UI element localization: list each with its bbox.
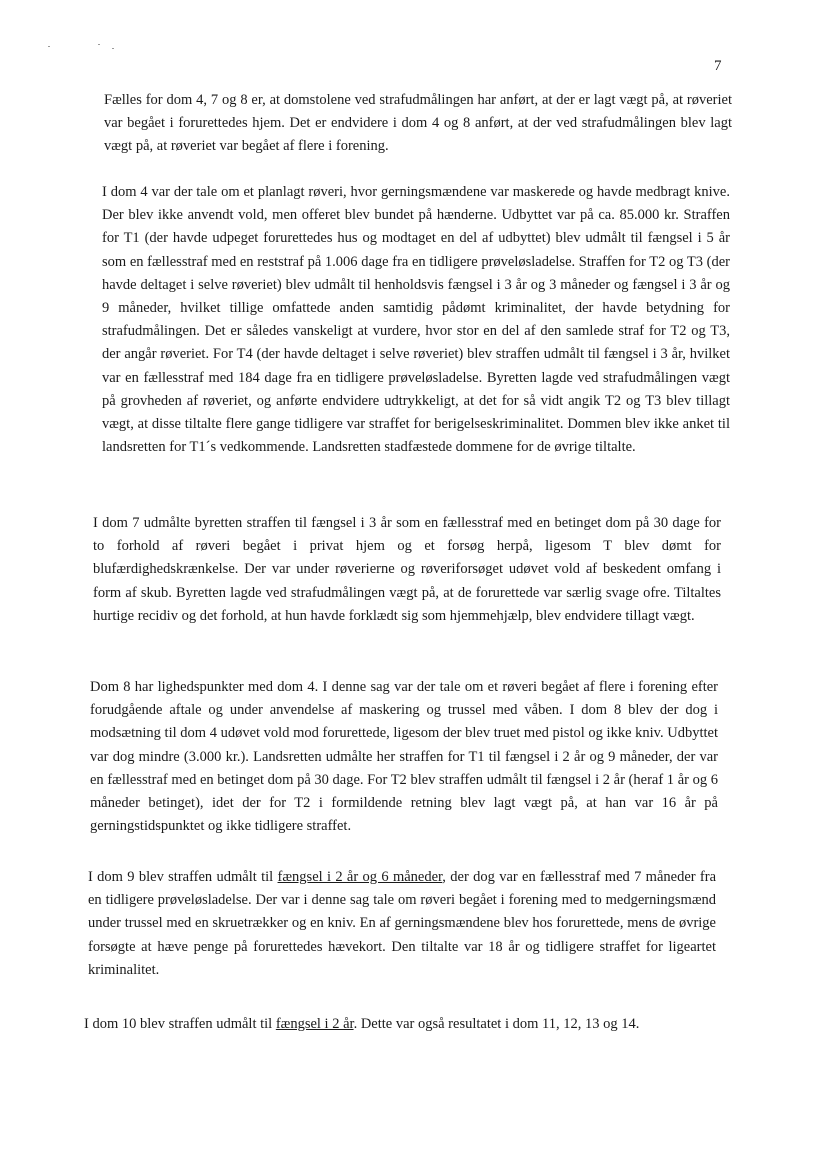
paragraph-dom-9-text-start: I dom 9 blev straffen udmålt til [88,869,278,885]
paragraph-dom-10-text-end: . Dette var også resultatet i dom 11, 12, 13 og 14. [353,1016,640,1032]
paragraph-dom-10-sentence-underlined: fængsel i 2 år [275,1016,354,1032]
paragraph-dom-8: Dom 8 har lighedspunkter med dom 4. I denne sag var der tale om et røveri begået af flere i forening efter forudgående aftale og under anvendelse af maskering og trussel med våben. I dom 8 blev der dog i modsætning til dom 4 udøvet vold mod forurettede, ligesom der blev truet med pistol og ikke kniv. Udbyttet var dog mindre (3.000 kr.). Landsretten udmålte her straffen for T1 til fængsel i 2 år og 9 måneder, der var en fællesstraf med en betinget dom på 30 dage. For T2 blev straffen udmålt til fængsel i 2 år (heraf 1 år og 6 måneder betinget), idet der for T2 i formildende retning blev lagt vægt på, at han var 16 år på gerningstidspunktet og ikke tidligere straffet. [90,679,718,835]
scan-speck [48,46,50,47]
scan-speck [112,48,114,49]
paragraph-dom-10-text-start: I dom 10 blev straffen udmålt til [84,1016,276,1032]
paragraph-dom-7: I dom 7 udmålte byretten straffen til fængsel i 3 år som en fællesstraf med en betinget dom på 30 dage for to forhold af røveri begået i privat hjem og et forsøg herpå, ligesom T blev dømt for blufærdighedskrænkelse. Der var under røverierne og røveriforsøget udøvet vold af beskedent omfang i form af skub. Byretten lagde ved strafudmålingen vægt på, at de forurettede var særlig svage ofre. Tiltaltes hurtige recidiv og det forhold, at hun havde forklædt sig som hjemmehjælp, blev endvidere tillagt vægt. [93,515,721,624]
page-number: 7 [714,58,722,74]
paragraph-dom-9-sentence-underlined: fængsel i 2 år og 6 måneder [277,869,443,885]
scan-speck [98,44,100,45]
paragraph-dom-9-text-end: , der dog var en fællesstraf med 7 måneder fra en tidligere prøveløsladelse. Der var i denne sag tale om røveri begået i forening med to medgerningsmænd under trussel med en skruetrækker og en kniv. En af gerningsmændene blev hos forurettede, mens de øvrige forsøgte at hæve penge på forurettedes hævekort. Den tiltalte var 18 år og tidligere straffet for ligeartet kriminalitet. [88,869,717,978]
paragraph-dom-4: I dom 4 var der tale om et planlagt røveri, hvor gerningsmændene var maskerede og havde medbragt knive. Der blev ikke anvendt vold, men offeret blev bundet på hænderne. Udbyttet var på ca. 85.000 kr. Straffen for T1 (der havde udpeget forurettedes hus og modtaget en del af udbyttet) blev udmålt til fængsel i 5 år som en fællesstraf med en reststraf på 1.006 dage fra en tidligere prøveløsladelse. Straffen for T2 og T3 (der havde deltaget i selve røveriet) blev udmålt til henholdsvis fængsel i 3 år og 3 måneder og fængsel i 3 år og 9 måneder, hvilket tillige omfattede anden samtidig pådømt kriminalitet, der havde betydning for strafudmålingen. Det er således vanskeligt at vurdere, hvor stor en del af den samlede straf for T2 og T3, der angår røveriet. For T4 (der havde deltaget i selve røveriet) blev straffen udmålt til fængsel i 3 år, hvilket var en fællesstraf med 184 dage fra en tidligere prøveløsladelse. Byretten lagde ved strafudmålingen vægt på grovheden af røveriet, og anførte endvidere udtrykkeligt, at det for så vidt angik T2 og T3 blev tillagt vægt, at disse tiltalte flere gange tidligere var straffet for berigelseskriminalitet. Dommen blev ikke anket til landsretten for T1´s vedkommende. Landsretten stadfæstede dommene for de øvrige tiltalte. [102,184,730,456]
paragraph-common-features: Fælles for dom 4, 7 og 8 er, at domstolene ved strafudmålingen har anført, at der er lagt vægt på, at røveriet var begået i forurettedes hjem. Det er endvidere i dom 4 og 8 anført, at der ved strafudmålingen blev lagt vægt på, at røveriet var begået af flere i forening. [104,92,732,155]
paragraph-dom-9 [88,866,716,982]
paragraph-dom-10 [84,1013,712,1036]
